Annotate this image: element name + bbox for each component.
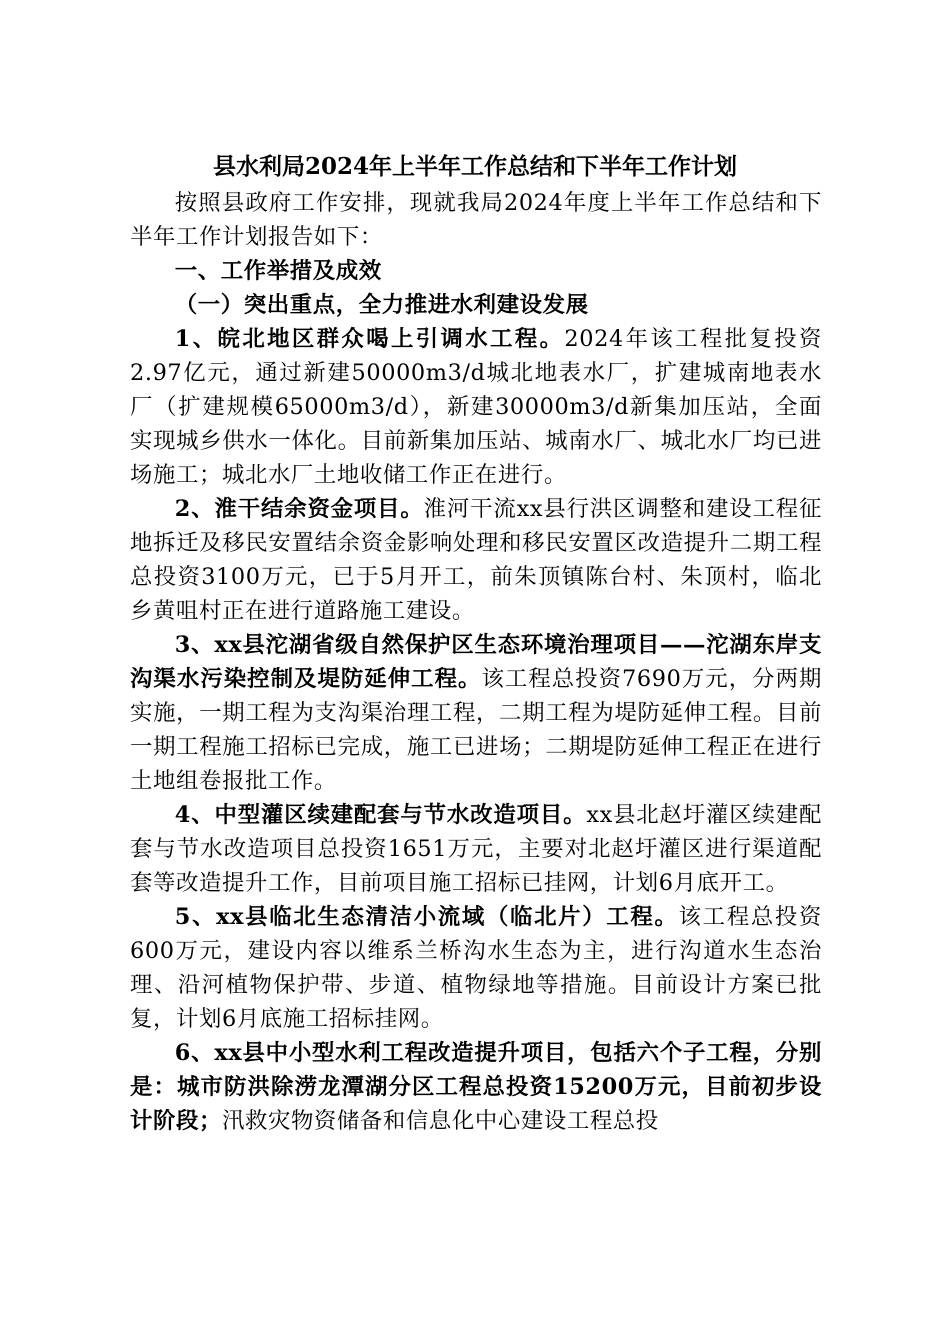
paragraph-text: 按照县政府工作安排，现就我局2024年度上半年工作总结和下半年工作计划报告如下： [130, 190, 822, 250]
item-paragraph [130, 900, 822, 1036]
subsection-heading [130, 288, 822, 322]
subsection-heading-text: （一）突出重点，全力推进水利建设发展 [174, 292, 589, 318]
item-text: 该工程总投资7690万元，分两期实施，一期工程为支沟渠治理工程，二期工程为堤防延伸工程。目前一期工程施工招标已完成，施工已进场；二期堤防延伸工程正在进行土地组卷报批工作。 [130, 666, 822, 794]
item-paragraph [130, 628, 822, 798]
section-heading-text: 一、工作举措及成效 [174, 258, 382, 284]
intro-paragraph [130, 186, 822, 254]
item-text: 2024年该工程批复投资2.97亿元，通过新建50000m3/d城北地表水厂，扩建城南地表水厂（扩建规模65000m3/d），新建30000m3/d新集加压站，全面实现城乡供水一体化。目前新集加压站、城南水厂、城北水厂均已进场施工；城北水厂土地收储工作正在进行。 [130, 326, 822, 488]
document-title: 县水利局2024年上半年工作总结和下半年工作计划 [212, 153, 737, 180]
item-paragraph [130, 1036, 822, 1138]
item-heading: 3、xx县沱湖省级自然保护区生态环境治理项目——沱湖东岸支沟渠水污染控制及堤防延伸工程。 [130, 632, 822, 692]
item-text: 汛救灾物资储备和信息化中心建设工程总投 [221, 1108, 659, 1134]
item-heading: 1、皖北地区群众喝上引调水工程。 [174, 326, 565, 352]
section-heading [130, 254, 822, 288]
item-heading: 4、中型灌区续建配套与节水改造项目。 [174, 802, 587, 828]
item-heading: 6、xx县中小型水利工程改造提升项目，包括六个子工程，分别是：城市防洪除涝龙潭湖分区工程总投资15200万元，目前初步设计阶段； [130, 1040, 822, 1134]
item-text: xx县北赵圩灌区续建配套与节水改造项目总投资1651万元，主要对北赵圩灌区进行渠道配套等改造提升工作，目前项目施工招标已挂网，计划6月底开工。 [130, 802, 822, 896]
item-text: 淮河干流xx县行洪区调整和建设工程征地拆迁及移民安置结余资金影响处理和移民安置区改造提升二期工程总投资3100万元，已于5月开工，前朱顶镇陈台村、朱顶村，临北乡黄咀村正在进行道路施工建设。 [130, 496, 822, 624]
item-paragraph [130, 492, 822, 628]
item-heading: 5、xx县临北生态清洁小流域（临北片）工程。 [174, 904, 679, 930]
item-paragraph [130, 322, 822, 492]
document-body [130, 186, 822, 1138]
item-text: 该工程总投资600万元，建设内容以维系兰桥沟水生态为主，进行沟道水生态治理、沿河植物保护带、步道、植物绿地等措施。目前设计方案已批复，计划6月底施工招标挂网。 [130, 904, 822, 1032]
item-paragraph [130, 798, 822, 900]
item-heading: 2、淮干结余资金项目。 [174, 496, 424, 522]
